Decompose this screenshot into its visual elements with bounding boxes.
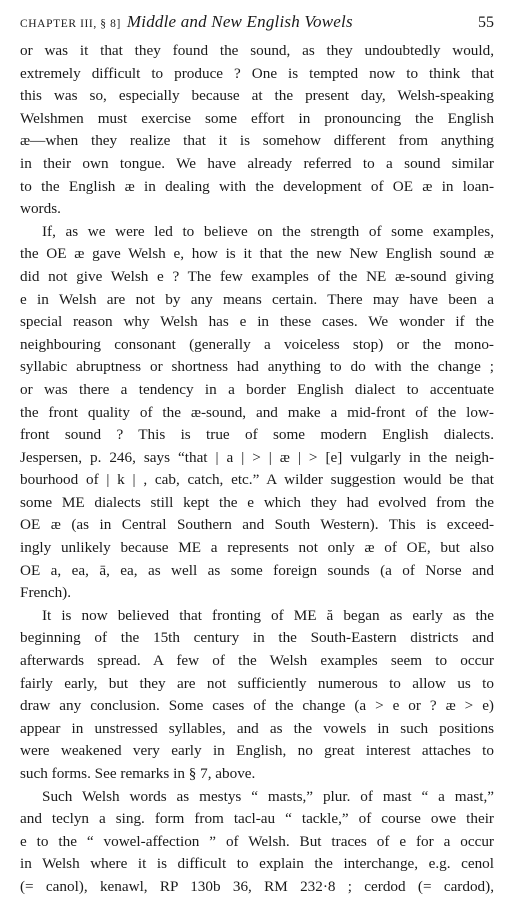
- line: If, as we were led to believe on the strength of some examples,: [42, 222, 494, 240]
- line: ingly unlikely because ME a represents not only æ of OE, but also: [20, 539, 494, 557]
- line: the front quality of the æ-sound, and make a mid-front of the low-: [20, 403, 494, 421]
- line: beginning of the 15th century in the South-Eastern districts and: [20, 629, 494, 647]
- line: extremely difficult to produce ? One is tempted now to think that: [20, 64, 494, 82]
- line: the OE æ gave Welsh e, how is it that the new New English sound æ: [20, 245, 494, 263]
- paragraph: [20, 786, 494, 899]
- line: bourhood of | k | , cab, catch, etc.” A wilder suggestion would be that: [20, 471, 494, 489]
- line: Such Welsh words as mestys “ masts,” plur. of mast “ a mast,”: [42, 787, 494, 805]
- body-text: [20, 40, 494, 899]
- paragraph: [20, 221, 494, 605]
- line: OE æ (as in Central Southern and South Western). This is exceed-: [20, 516, 494, 534]
- line: such forms. See remarks in § 7, above.: [20, 765, 256, 782]
- line: some ME dialects still kept the e which they had evolved from the: [20, 493, 494, 511]
- line: or was it that they found the sound, as they undoubtedly would,: [20, 42, 494, 59]
- chapter-reference: CHAPTER III, § 8]: [20, 18, 121, 30]
- paragraph: [20, 605, 494, 786]
- line: to the English æ in dealing with the development of OE æ in loan-: [20, 177, 494, 195]
- line: in their own tongue. We have already referred to a sound similar: [20, 154, 494, 172]
- book-page: [20, 12, 494, 899]
- line: and teclyn a sing. form from tacl-au “ tackle,” of course owe their: [20, 810, 494, 828]
- line: in Welsh where it is difficult to explain the interchange, e.g. cenol: [20, 855, 494, 873]
- line: fairly early, but they are not sufficiently numerous to allow us to: [20, 674, 494, 692]
- line: this was so, especially because at the present day, Welsh-speaking: [20, 87, 494, 105]
- running-head-left: [20, 12, 353, 32]
- line: afterwards spread. A few of the Welsh examples seem to occur: [20, 652, 494, 670]
- running-head-title: Middle and New English Vowels: [126, 12, 353, 31]
- line: e to the “ vowel-affection ” of Welsh. But traces of e for a occur: [20, 832, 494, 850]
- line: or was there a tendency in a border English dialect to accentuate: [20, 380, 494, 398]
- line: words.: [20, 200, 61, 218]
- page-number: 55: [478, 14, 494, 31]
- line: e in Welsh are not by any means certain. There may have been a: [20, 290, 494, 308]
- line: French).: [20, 584, 72, 602]
- line: front sound ? This is true of some modern English dialects.: [20, 426, 494, 444]
- running-head: [20, 12, 494, 40]
- line: OE a, ea, ā, ea, as well as some foreign sounds (a of Norse and: [20, 561, 494, 579]
- line: did not give Welsh e ? The few examples of the NE æ-sound giving: [20, 267, 494, 285]
- line: Jespersen, p. 246, says “that | a | > | æ | > [e] vulgarly in the neigh-: [20, 448, 494, 466]
- line: It is now believed that fronting of ME ă began as early as the: [42, 606, 494, 624]
- line: neighbouring consonant (generally a voiceless stop) or the mono-: [20, 335, 494, 353]
- line: æ—when they realize that it is somehow different from anything: [20, 132, 494, 150]
- line: were weakened very early in English, no great interest attaches to: [20, 742, 494, 760]
- line: special reason why Welsh has e in these cases. We wonder if the: [20, 313, 494, 331]
- line: (= canol), kenawl, RP 130b 36, RM 232·8 ; cerdod (= cardod),: [20, 877, 494, 895]
- line: syllabic abruptness or shortness had anything to do with the change ;: [20, 358, 494, 376]
- line: draw any conclusion. Some cases of the change (a > e or ? æ > e): [20, 697, 494, 715]
- line: appear in unstressed syllables, and as the vowels in such positions: [20, 719, 494, 737]
- line: Welshmen must exercise some effort in pronouncing the English: [20, 109, 494, 127]
- paragraph: [20, 40, 494, 221]
